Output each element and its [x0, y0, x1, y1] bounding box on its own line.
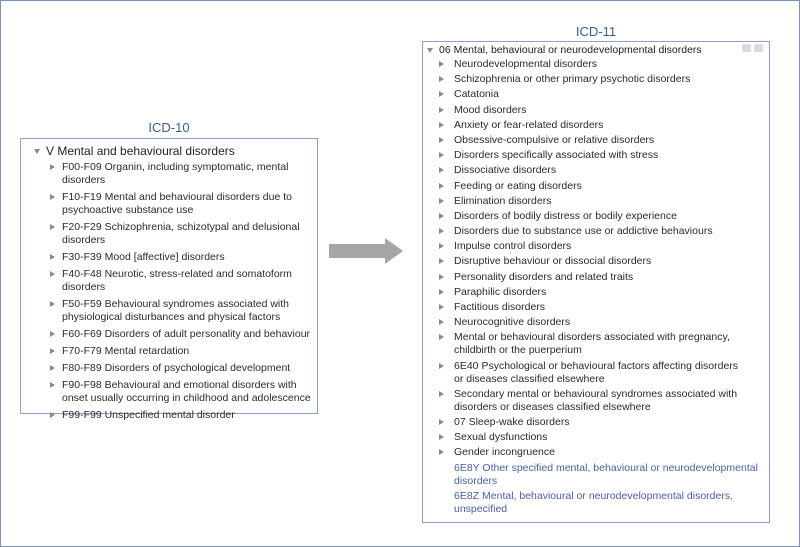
expand-arrow-icon[interactable]: [50, 348, 55, 354]
panel-toolbar: [742, 44, 763, 52]
tree-item-label: [454, 462, 758, 488]
label-line-1: Schizophrenia or other primary psychotic disorders: [454, 73, 691, 86]
label-line-1: F20-F29 Schizophrenia, schizotypal and delusional: [62, 221, 300, 233]
label-line-1: Neurodevelopmental disorders: [454, 58, 597, 70]
label-line-1: Personality disorders and related traits: [454, 270, 634, 283]
expand-arrow-icon[interactable]: [439, 304, 444, 310]
label-line-1: Disorders of bodily distress or bodily experience: [454, 209, 677, 222]
tree-item[interactable]: [439, 240, 739, 253]
expand-arrow-icon[interactable]: [439, 391, 444, 397]
expand-caret-icon[interactable]: [427, 48, 433, 53]
label-line-2: disorders or diseases classified elsewhere: [454, 400, 651, 413]
tree-item-label: [62, 221, 300, 247]
tree-item[interactable]: [439, 301, 739, 314]
tree-item-label: [62, 328, 310, 341]
label-line-1: Impulse control disorders: [454, 240, 572, 253]
label-line-2: disorders: [454, 474, 498, 487]
label-line-1: F70-F79 Mental retardation: [62, 345, 190, 357]
expand-arrow-icon[interactable]: [439, 107, 444, 113]
label-line-1: Mental or behavioural disorders associated with pregnancy,: [454, 331, 730, 344]
tree-item[interactable]: [50, 221, 315, 247]
expand-arrow-icon[interactable]: [50, 224, 55, 230]
share-icon[interactable]: [754, 44, 763, 52]
tree-item-label: [454, 301, 545, 314]
tree-item[interactable]: [439, 58, 739, 71]
expand-arrow-icon[interactable]: [439, 137, 444, 143]
tree-item[interactable]: [50, 409, 315, 422]
label-line-2: physiological disturbances and physical factors: [62, 311, 281, 323]
tree-item[interactable]: [439, 416, 739, 429]
tree-item-label: [454, 73, 690, 86]
label-line-2: onset usually occurring in childhood and adolescence: [62, 392, 311, 404]
tree-item[interactable]: [439, 195, 739, 208]
expand-arrow-icon[interactable]: [50, 331, 55, 337]
expand-caret-icon[interactable]: [34, 149, 40, 154]
tree-item-label: [454, 104, 526, 117]
expand-arrow-icon[interactable]: [50, 271, 55, 277]
expand-arrow-icon[interactable]: [439, 363, 444, 369]
tree-item-label: [454, 180, 582, 193]
expand-arrow-icon[interactable]: [50, 164, 55, 170]
tree-item[interactable]: [439, 446, 739, 459]
label-line-2: disorders: [62, 234, 106, 246]
label-line-2: disorders: [62, 174, 106, 186]
expand-arrow-icon[interactable]: [439, 228, 444, 234]
expand-arrow-icon[interactable]: [439, 198, 444, 204]
tree-item[interactable]: [439, 119, 739, 132]
label-line-1: F80-F89 Disorders of psychological development: [62, 362, 291, 374]
expand-arrow-icon[interactable]: [439, 76, 444, 82]
icd11-root-node[interactable]: [427, 44, 702, 57]
tree-item-label: [454, 88, 499, 101]
icd10-chapter-list: [50, 161, 315, 426]
label-line-1: F99-F99 Unspecified mental disorder: [62, 409, 235, 421]
expand-arrow-icon[interactable]: [439, 167, 444, 173]
icd10-title: ICD-10: [148, 120, 190, 135]
expand-arrow-icon[interactable]: [50, 412, 55, 418]
tree-item[interactable]: [50, 345, 315, 358]
label-line-1: F50-F59 Behavioural syndromes associated with: [62, 298, 290, 310]
category-link[interactable]: [439, 490, 739, 516]
label-line-1: Sexual dysfunctions: [454, 431, 548, 444]
transition-arrow-icon: [329, 238, 403, 264]
tree-item[interactable]: [439, 431, 739, 444]
expand-arrow-icon[interactable]: [439, 289, 444, 295]
tree-item-label: [454, 119, 603, 132]
expand-arrow-icon[interactable]: [439, 334, 444, 340]
tree-item[interactable]: [439, 388, 739, 414]
tree-item-label: [454, 210, 677, 223]
icd11-block-list: [439, 58, 758, 518]
expand-arrow-icon[interactable]: [50, 365, 55, 371]
label-line-1: Disruptive behaviour or dissocial disorders: [454, 255, 652, 268]
tree-item-label: [454, 431, 547, 444]
tree-item[interactable]: [439, 73, 739, 86]
expand-arrow-icon[interactable]: [50, 301, 55, 307]
tree-item-label: [454, 316, 570, 329]
tree-item[interactable]: [50, 268, 315, 294]
label-line-2: or diseases classified elsewhere: [454, 372, 605, 385]
expand-arrow-icon[interactable]: [439, 319, 444, 325]
tree-item-label: [454, 360, 738, 386]
label-line-1: 6E8Z Mental, behavioural or neurodevelopmental disorders,: [454, 489, 733, 502]
tree-item[interactable]: [439, 255, 739, 268]
tree-item-label: [62, 251, 225, 264]
label-line-1: Disorders specifically associated with stress: [454, 149, 659, 162]
tree-item-label: [454, 195, 551, 208]
expand-arrow-icon[interactable]: [439, 274, 444, 280]
tree-item-label: [62, 191, 292, 217]
label-line-1: Gender incongruence: [454, 446, 555, 459]
tree-item[interactable]: [50, 191, 315, 217]
tree-item[interactable]: [439, 149, 739, 162]
tree-item[interactable]: [439, 164, 739, 177]
label-line-2: psychoactive substance use: [62, 204, 194, 216]
tree-item[interactable]: [439, 88, 739, 101]
label-line-1: Secondary mental or behavioural syndromes associated with: [454, 387, 738, 400]
tree-item[interactable]: [50, 298, 315, 324]
tree-item-label: [62, 345, 189, 358]
expand-arrow-icon[interactable]: [439, 91, 444, 97]
expand-arrow-icon[interactable]: [50, 382, 55, 388]
icd10-root-label: V Mental and behavioural disorders: [46, 144, 235, 158]
expand-arrow-icon[interactable]: [439, 183, 444, 189]
tree-item-label: [62, 161, 288, 187]
label-line-1: 07 Sleep-wake disorders: [454, 415, 570, 428]
label-line-1: Anxiety or fear-related disorders: [454, 118, 604, 131]
tree-item-label: [454, 149, 658, 162]
expand-arrow-icon[interactable]: [50, 194, 55, 200]
tree-item[interactable]: [439, 286, 739, 299]
expand-arrow-icon[interactable]: [50, 254, 55, 260]
label-line-1: Paraphilic disorders: [454, 285, 547, 298]
icd11-title: ICD-11: [575, 24, 617, 39]
tree-item-label: [454, 164, 556, 177]
tree-item[interactable]: [439, 225, 739, 238]
expand-arrow-icon[interactable]: [439, 449, 444, 455]
tree-item-label: [454, 134, 654, 147]
tree-item[interactable]: [50, 328, 315, 341]
tree-item[interactable]: [439, 134, 739, 147]
expand-arrow-icon[interactable]: [439, 434, 444, 440]
expand-arrow-icon[interactable]: [439, 258, 444, 264]
tree-item-label: [454, 240, 571, 253]
tree-item-label: [454, 446, 555, 459]
tree-item-label: [454, 490, 733, 516]
tree-item-label: [454, 225, 713, 238]
expand-arrow-icon[interactable]: [439, 152, 444, 158]
icd11-tree-panel: [422, 41, 770, 523]
label-line-2: unspecified: [454, 502, 508, 515]
tree-item[interactable]: [439, 316, 739, 329]
tree-item-label: [454, 416, 570, 429]
label-line-1: Catatonia: [454, 88, 499, 101]
label-line-1: Obsessive-compulsive or relative disorders: [454, 133, 655, 146]
label-line-1: Disorders due to substance use or addictive behaviours: [454, 225, 713, 238]
tree-item-label: [454, 286, 546, 299]
tree-item-label: [454, 331, 730, 357]
tree-item[interactable]: [50, 161, 315, 187]
tree-item-label: [62, 298, 289, 324]
tree-item[interactable]: [439, 210, 739, 223]
expand-arrow-icon[interactable]: [439, 122, 444, 128]
expand-arrow-icon[interactable]: [439, 213, 444, 219]
tree-item-label: [62, 409, 235, 422]
tree-item-label: [454, 255, 651, 268]
tree-item[interactable]: [50, 251, 315, 264]
tree-item[interactable]: [50, 362, 315, 375]
label-line-1: F10-F19 Mental and behavioural disorders due to: [62, 191, 292, 203]
label-line-1: F00-F09 Organin, including symptomatic, mental: [62, 161, 289, 173]
expand-arrow-icon[interactable]: [439, 61, 444, 67]
tree-item-label: [454, 58, 597, 71]
tree-item-label: [62, 268, 292, 294]
label-line-1: Mood disorders: [454, 103, 527, 116]
label-line-1: Dissociative disorders: [454, 164, 557, 177]
label-line-2: disorders: [62, 281, 106, 293]
icd11-root-label: 06 Mental, behavioural or neurodevelopmental disorders: [439, 44, 702, 56]
tree-item-label: [454, 271, 633, 284]
icd10-root-node[interactable]: [34, 144, 235, 158]
label-line-1: Neurocognitive disorders: [454, 316, 571, 329]
tree-item[interactable]: [439, 360, 739, 386]
label-line-1: 6E40 Psychological or behavioural factors affecting disorders: [454, 359, 739, 372]
tree-item-label: [454, 388, 737, 414]
label-line-1: F60-F69 Disorders of adult personality and behaviour: [62, 328, 311, 340]
tree-item-label: [62, 379, 311, 405]
icd10-tree-panel: [20, 138, 318, 421]
tree-item[interactable]: [439, 271, 739, 284]
category-link[interactable]: [439, 461, 758, 488]
tree-item[interactable]: [50, 379, 315, 405]
label-line-1: F90-F98 Behavioural and emotional disorders with: [62, 379, 297, 391]
label-line-1: Elimination disorders: [454, 194, 552, 207]
tree-item[interactable]: [439, 104, 739, 117]
expand-arrow-icon[interactable]: [439, 419, 444, 425]
tree-item[interactable]: [439, 331, 739, 357]
label-line-1: Feeding or eating disorders: [454, 179, 582, 192]
label-line-1: F40-F48 Neurotic, stress-related and somatoform: [62, 268, 292, 280]
expand-arrow-icon[interactable]: [439, 243, 444, 249]
tree-item[interactable]: [439, 180, 739, 193]
label-line-1: 6E8Y Other specified mental, behavioural or neurodevelopmental: [454, 461, 758, 474]
label-line-1: Factitious disorders: [454, 301, 546, 313]
label-line-2: childbirth or the puerperium: [454, 344, 582, 357]
tree-item-label: [62, 362, 290, 375]
print-icon[interactable]: [742, 44, 751, 52]
label-line-1: F30-F39 Mood [affective] disorders: [62, 251, 225, 263]
